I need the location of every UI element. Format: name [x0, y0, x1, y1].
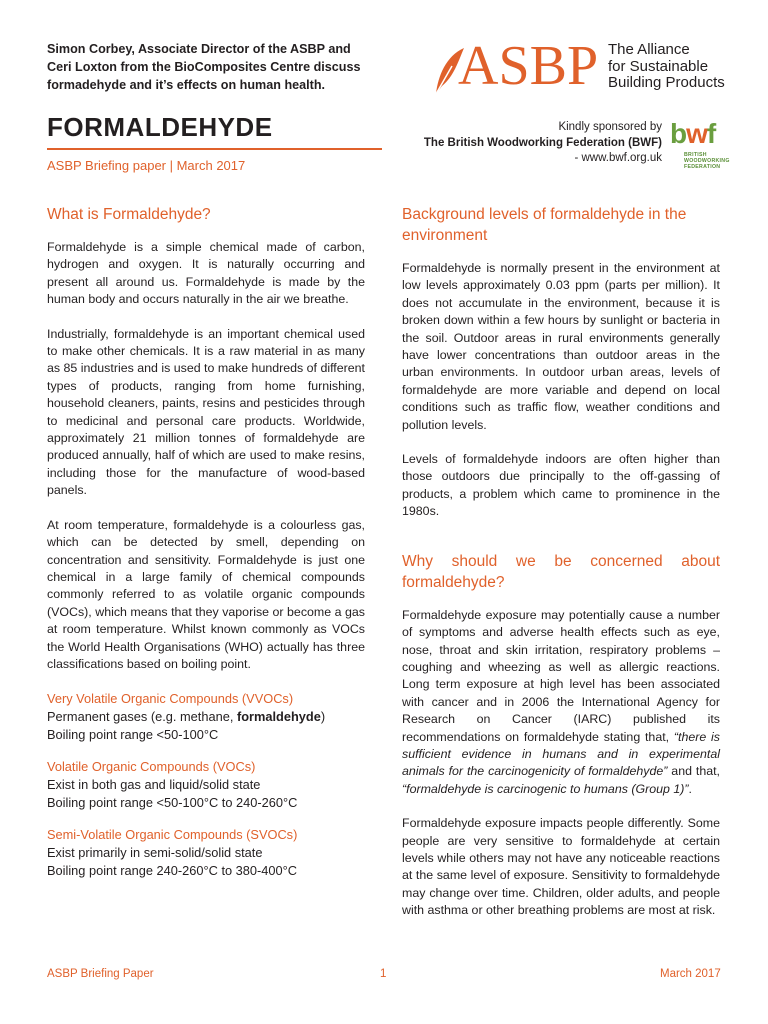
paragraph: Formaldehyde exposure impacts people differently. Some people are very sensitive to formaldehyde at certain levels while others may not have any noticeable reactions at the same level of exposure. Sensitivity to formaldehyde may change over time. Children, older adults, and people with asthma or other breathing problems are most at risk. [402, 816, 720, 918]
intro-text: Simon Corbey, Associate Director of the ASBP and Ceri Loxton from the BioComposites Centre discuss formadehyde and it’s effects on human health. [47, 42, 361, 92]
section-heading-concern: Why should we be concerned about formaldehyde? [402, 552, 720, 591]
section-heading-background: Background levels of formaldehyde in the environment [402, 206, 687, 244]
paragraph: Industrially, formaldehyde is an important chemical used to make other chemicals. It is a raw material in as many as 85 industries and is used to make hundreds of different types of products, ranging from home furnishing, household cleaners, paints, resins and pesticides through to medicinal and personal care products. Worldwide, approximately 21 million tonnes of formaldehyde are produced annually, half of which are used to make resins, including those for the manufacture of wood-based panels. [47, 326, 365, 498]
classification-line: Boiling point range <50-100°C [47, 727, 219, 743]
classification-heading: Semi-Volatile Organic Compounds (SVOCs) [47, 827, 298, 843]
paper-subtitle: ASBP Briefing paper | March 2017 [47, 158, 246, 173]
page-number: 1 [380, 968, 387, 980]
classification-svoc [47, 826, 365, 880]
classification-line: Boiling point range 240-260°C to 380-400°C [47, 863, 297, 879]
logo-tagline [608, 42, 738, 92]
title-rule [47, 148, 382, 150]
bwf-logo [670, 118, 730, 174]
footer-left: ASBP Briefing Paper [47, 968, 154, 980]
paragraph: At room temperature, formaldehyde is a colourless gas, which can be detected by smell, depending on concentration and sensitivity. Formaldehyde is just one chemical in a large family of chemical compounds commonly referred to as volatile organic compounds (VOCs), which means that they vaporise or become a gas at room temperature. Whilst known commonly as VOCs the World Health Organisations (WHO) actually has three classifications based on boiling point. [47, 517, 365, 671]
paragraph: Formaldehyde exposure may potentially cause a number of symptoms and adverse health effects such as eye, nose, throat and skin irritation, respiratory problems – coughing and wheezing as well as allergic reactions. Long term exposure at high level has been associated with cancer and in 2006 the International Agency for Research on Cancer (IARC) published its recommendations on formaldehyde stating that, “there is sufficient evidence in humans and in experimental animals for the carcinogenicity of formaldehyde” and that, “formaldehyde is carcinogenic to humans (Group 1)”. [402, 607, 720, 796]
classification-heading: Volatile Organic Compounds (VOCs) [47, 759, 256, 775]
classification-voc [47, 758, 365, 812]
footer-right: March 2017 [660, 968, 721, 980]
asbp-logo [430, 35, 730, 100]
sponsor-block [400, 120, 662, 167]
sponsor-line-1: Kindly sponsored by [558, 121, 662, 133]
logo-wordmark: ASBP [458, 35, 599, 97]
left-column [47, 204, 365, 894]
tagline-line-3: Building Products [608, 74, 725, 91]
paragraph: Formaldehyde is a simple chemical made of carbon, hydrogen and oxygen. It is naturally occurring and present all around us. Formaldehyde is made by the human body and occurs naturally in the air we breathe. [47, 240, 365, 307]
classification-heading: Very Volatile Organic Compounds (VVOCs) [47, 691, 294, 707]
classification-line: Boiling point range <50-100°C to 240-260°C [47, 795, 298, 811]
paragraph: Formaldehyde is normally present in the environment at low levels approximately 0.03 ppm (parts per million). It does not accumulate in the environment, because it is broken down within a few hours by sunlight or bacteria in the soil. Outdoor areas in rural environments generally have lower concentrations than outdoor areas in the urban environments. In outdoor urban areas, levels of formaldehyde are more variable and depend on local conditions such as traffic flow, weather conditions and pollution levels. [402, 261, 720, 432]
sponsor-line-2: The British Woodworking Federation (BWF) [423, 136, 662, 149]
tagline-line-1: The Alliance [608, 41, 690, 58]
right-column [402, 204, 720, 937]
classification-line: Permanent gases (e.g. methane, formaldehyde) [47, 709, 326, 725]
bwf-mark: bwf [670, 118, 716, 149]
page-title: FORMALDEHYDE [47, 112, 273, 142]
paragraph: Levels of formaldehyde indoors are often higher than those outdoors due principally to the off-gassing of products, a problem which came to prominence in the 1980s. [402, 452, 720, 519]
tagline-line-2: for Sustainable [608, 57, 709, 75]
classification-line: Exist primarily in semi-solid/solid state [47, 845, 263, 861]
classification-line: Exist in both gas and liquid/solid state [47, 777, 261, 793]
sponsor-link[interactable]: - www.bwf.org.uk [574, 152, 662, 164]
section-heading-what-is: What is Formaldehyde? [47, 206, 211, 223]
bwf-subtext: BRITISH WOODWORKING FEDERATION [684, 152, 730, 171]
classification-vvoc [47, 690, 365, 744]
